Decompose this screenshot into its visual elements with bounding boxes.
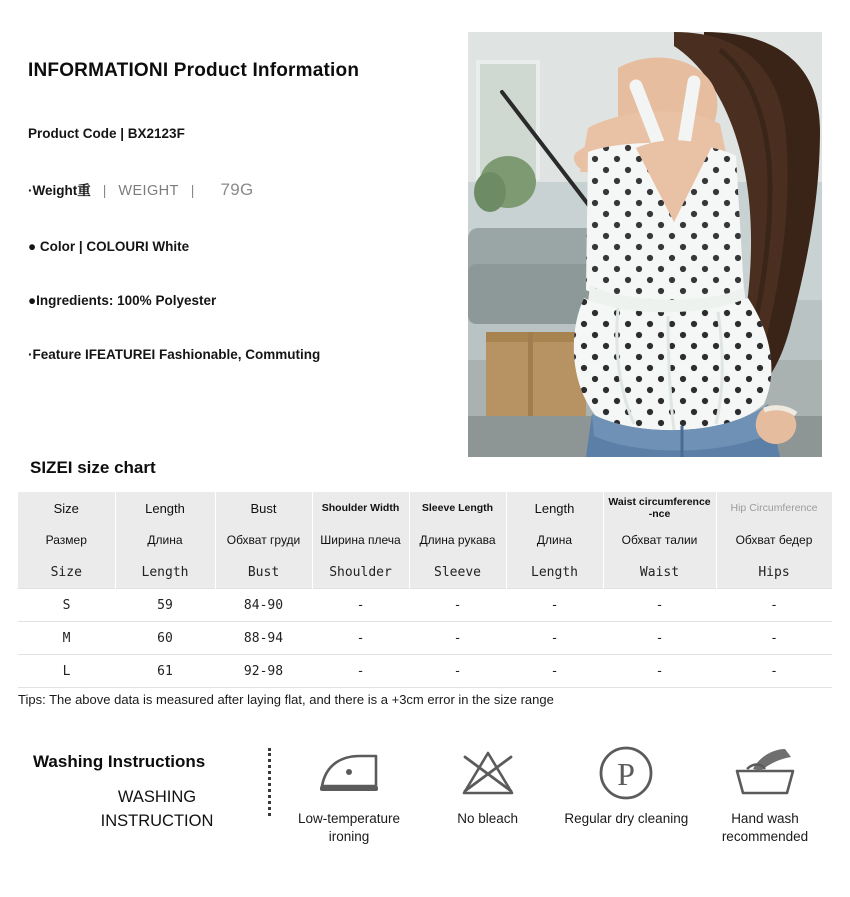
header-cell-text: Waist circumference xyxy=(608,496,711,508)
product-weight xyxy=(28,180,458,200)
cell: 88-94 xyxy=(215,622,312,655)
header-cell: Waist xyxy=(603,556,716,589)
size-chart-title: SIZEI size chart xyxy=(30,458,156,477)
cell: - xyxy=(409,589,506,622)
washing-subtitle-line1: WASHING xyxy=(117,788,197,806)
header-cell: Ширина плеча xyxy=(312,524,409,556)
header-cell: Bust xyxy=(215,556,312,589)
header-cell xyxy=(603,492,716,524)
washing-instructions-title: Washing Instructions xyxy=(33,752,206,771)
header-cell: Shoulder xyxy=(312,556,409,589)
header-cell: Length xyxy=(115,556,215,589)
cell: M xyxy=(18,622,115,655)
product-feature: ·Feature IFEATUREI Fashionable, Commuting xyxy=(28,346,321,362)
no-bleach-icon xyxy=(423,742,553,804)
dry-clean-icon xyxy=(561,742,691,804)
table-header-row-ru xyxy=(18,524,832,556)
cell: - xyxy=(716,655,832,688)
header-cell: Длина xyxy=(506,524,603,556)
header-cell: Bust xyxy=(215,492,312,524)
size-chart-tips: Tips: The above data is measured after laying flat, and there is a +3cm error in the size range xyxy=(18,692,554,707)
svg-text:P: P xyxy=(617,756,636,792)
washing-item-label: No bleach xyxy=(457,811,519,826)
table-row xyxy=(18,589,832,622)
cell: - xyxy=(603,622,716,655)
cell: 60 xyxy=(115,622,215,655)
header-cell: Hip Circumference xyxy=(716,492,832,524)
cell: - xyxy=(603,589,716,622)
iron-icon xyxy=(284,742,414,804)
cell: - xyxy=(506,622,603,655)
header-cell: Hips xyxy=(716,556,832,589)
header-cell: Size xyxy=(18,492,115,524)
cell: - xyxy=(312,622,409,655)
cell: - xyxy=(506,589,603,622)
product-photo xyxy=(468,32,822,457)
cell: - xyxy=(312,655,409,688)
header-cell: Length xyxy=(506,492,603,524)
ghost-rect xyxy=(56,200,116,228)
product-color: ● Color | COLOURI White xyxy=(28,238,190,254)
weight-label-cn: ·Weight重 xyxy=(28,183,91,199)
cell: - xyxy=(603,655,716,688)
washing-item-label: Regular dry cleaning xyxy=(564,811,689,826)
weight-value: 79G xyxy=(220,180,254,200)
header-cell: Length xyxy=(115,492,215,524)
size-chart-table xyxy=(18,492,833,688)
washing-item-label: Low-temperature ironing xyxy=(297,811,401,844)
product-ingredients: ●Ingredients: 100% Polyester xyxy=(28,292,217,308)
ghost-rect xyxy=(24,140,434,184)
header-cell: Размер xyxy=(18,524,115,556)
header-cell: Shoulder Width xyxy=(312,492,409,524)
washing-item-dry-clean xyxy=(561,742,691,845)
cell: - xyxy=(716,589,832,622)
product-code: Product Code | BX2123F xyxy=(28,126,185,141)
weight-label-en: WEIGHT xyxy=(118,183,179,200)
cell: 61 xyxy=(115,655,215,688)
cell: - xyxy=(716,622,832,655)
washing-item-hand-wash xyxy=(700,742,830,845)
cell: 92-98 xyxy=(215,655,312,688)
washing-item-ironing xyxy=(284,742,414,845)
header-cell-text-cont: -nce xyxy=(648,508,671,520)
cell: - xyxy=(409,622,506,655)
cell: - xyxy=(312,589,409,622)
header-cell: Обхват груди xyxy=(215,524,312,556)
header-cell: Length xyxy=(506,556,603,589)
weight-separator-2: | xyxy=(190,182,195,199)
header-cell: Длина xyxy=(115,524,215,556)
washing-item-label: Hand wash recommended xyxy=(721,811,809,844)
cell: 84-90 xyxy=(215,589,312,622)
header-cell: Длина рукава xyxy=(409,524,506,556)
washing-icon-list xyxy=(284,742,830,845)
table-row xyxy=(18,622,832,655)
cell: L xyxy=(18,655,115,688)
dotted-divider xyxy=(268,748,271,816)
header-cell: Обхват бедер xyxy=(716,524,832,556)
cell: S xyxy=(18,589,115,622)
cell: - xyxy=(506,655,603,688)
table-header-row-latin xyxy=(18,556,832,589)
header-cell: Size xyxy=(18,556,115,589)
page-title: INFORMATIONI Product Information xyxy=(28,60,360,81)
product-information-block xyxy=(28,60,458,401)
table-header-row-en xyxy=(18,492,832,524)
header-cell: Sleeve xyxy=(409,556,506,589)
washing-subtitle-line2: INSTRUCTION xyxy=(100,811,214,830)
header-cell: Sleeve Length xyxy=(409,492,506,524)
cell: 59 xyxy=(115,589,215,622)
hand-wash-icon xyxy=(700,742,830,804)
washing-item-no-bleach xyxy=(423,742,553,845)
header-cell: Обхват талии xyxy=(603,524,716,556)
weight-separator-1: | xyxy=(102,182,107,199)
ghost-rect xyxy=(24,316,354,348)
table-row xyxy=(18,655,832,688)
cell: - xyxy=(409,655,506,688)
washing-instructions-subtitle xyxy=(62,786,252,834)
